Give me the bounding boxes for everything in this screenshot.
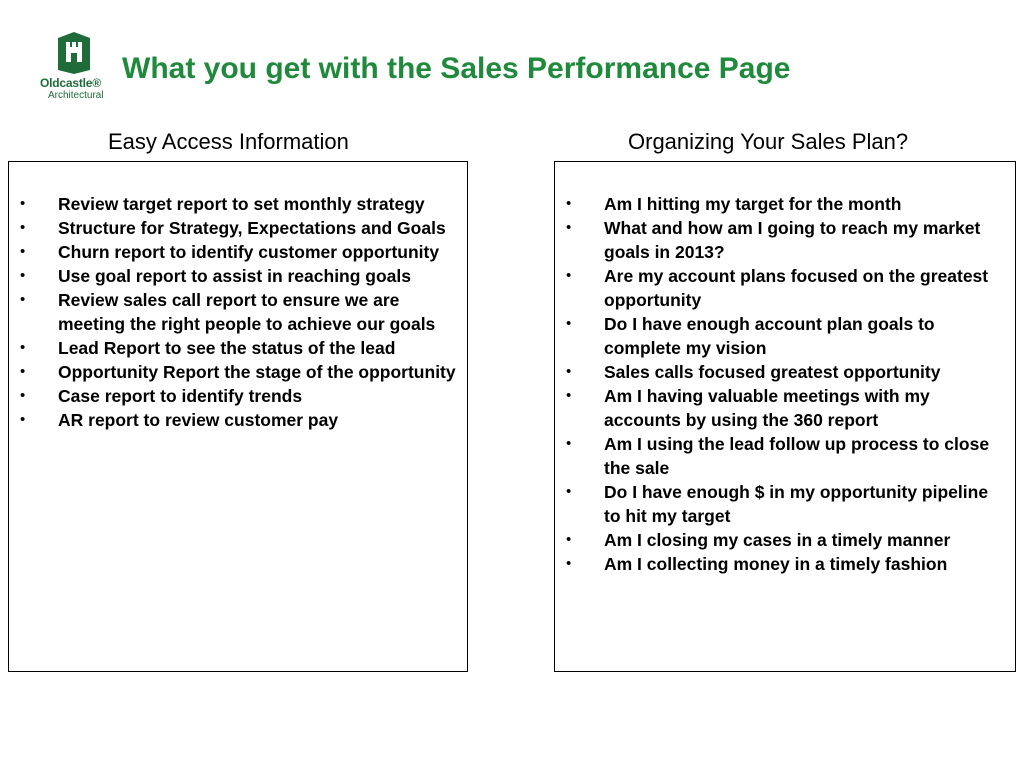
list-item: • Are my account plans focused on the greatest opportunity	[555, 264, 1015, 312]
list-item: • Am I hitting my target for the month	[555, 192, 1015, 216]
sales-plan-list	[555, 162, 1015, 576]
right-column-heading: Organizing Your Sales Plan?	[628, 129, 909, 154]
list-item: • Am I using the lead follow up process to close the sale	[555, 432, 1015, 480]
list-item: • AR report to review customer pay	[9, 408, 467, 432]
list-item: • Am I having valuable meetings with my accounts by using the 360 report	[555, 384, 1015, 432]
logo-subtitle: Architectural	[48, 90, 104, 101]
list-item: • Lead Report to see the status of the lead	[9, 336, 467, 360]
list-item: • Am I closing my cases in a timely manner	[555, 528, 1015, 552]
page-title: What you get with the Sales Performance Page	[122, 52, 791, 85]
list-item: • Sales calls focused greatest opportunity	[555, 360, 1015, 384]
list-item: • Churn report to identify customer opportunity	[9, 240, 467, 264]
logo-name: Oldcastle®	[40, 76, 101, 90]
list-item: • Opportunity Report the stage of the opportunity	[9, 360, 467, 384]
easy-access-list	[9, 162, 467, 432]
sales-plan-panel	[554, 161, 1016, 672]
list-item: • Case report to identify trends	[9, 384, 467, 408]
list-item: • Do I have enough $ in my opportunity pipeline to hit my target	[555, 480, 1015, 528]
list-item: • Structure for Strategy, Expectations and Goals	[9, 216, 467, 240]
easy-access-panel	[8, 161, 468, 672]
left-column-heading: Easy Access Information	[108, 129, 349, 154]
list-item: • Review target report to set monthly strategy	[9, 192, 467, 216]
list-item: • Do I have enough account plan goals to complete my vision	[555, 312, 1015, 360]
oldcastle-logo	[40, 32, 110, 102]
list-item: • Review sales call report to ensure we are meeting the right people to achieve our goals	[9, 288, 467, 336]
list-item: • Am I collecting money in a timely fashion	[555, 552, 1015, 576]
list-item: • Use goal report to assist in reaching goals	[9, 264, 467, 288]
castle-logo-icon	[54, 32, 94, 74]
list-item: • What and how am I going to reach my market goals in 2013?	[555, 216, 1015, 264]
